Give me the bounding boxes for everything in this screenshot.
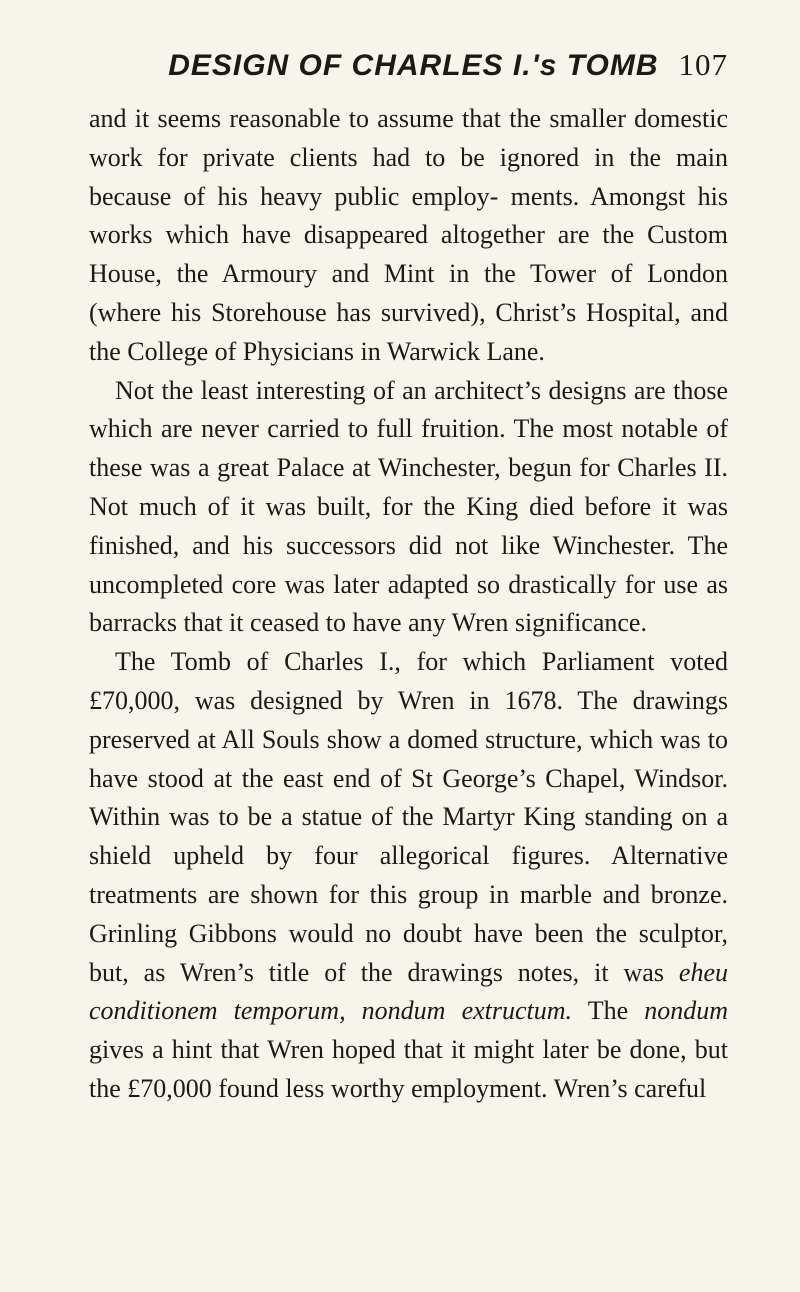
body-paragraph-2: Not the least interesting of an architect’s designs are those which are never carried to full fruition. The most notable of these was a great Palace at Winchester, begun for Charles II. Not much of it was built, for the King died before it was finished, and his successors did not like Winchester. The uncompleted core was later adapted so drastically for use as barracks that it ceased to have any Wren significance. — [89, 375, 728, 638]
page-number: 107 — [678, 47, 728, 82]
running-title: DESIGN OF CHARLES I.'s TOMB — [168, 49, 659, 82]
latin-quote-1: eheu conditionem temporum, nondum extructum. — [89, 957, 728, 1026]
running-head — [89, 47, 728, 82]
paragraph-3-text-c: gives a hint that Wren hoped that it might later be done, but the £70,000 found less worthy employment. Wren’s careful — [89, 1035, 728, 1103]
body-paragraph-3 — [89, 643, 728, 1109]
body-paragraph-1: and it seems reasonable to assume that the smaller domestic work for private clients had to be ignored in the main because of his heavy public employ- ments. Amongst his works which have disappeared altogether are the Custom House, the Armoury and Mint in the Tower of London (where his Storehouse has survived), Christ’s Hospital, and the College of Physicians in Warwick Lane. — [89, 104, 728, 366]
paragraph-3-text-a: The Tomb of Charles I., for which Parliament voted £70,000, was designed by Wren in 1678. The drawings preserved at All Souls show a domed structure, which was to have stood at the east end of St George’s Chapel, Windsor. Within was to be a statue of the Martyr King standing on a shield upheld by four allegorical figures. Alternative treatments are shown for this group in marble and bronze. Grinling Gibbons would no doubt have been the sculptor, but, as Wren’s title of the drawings notes, it was — [89, 647, 728, 987]
latin-quote-2: nondum — [644, 996, 729, 1026]
paragraph-3-text-b: The — [587, 996, 629, 1026]
